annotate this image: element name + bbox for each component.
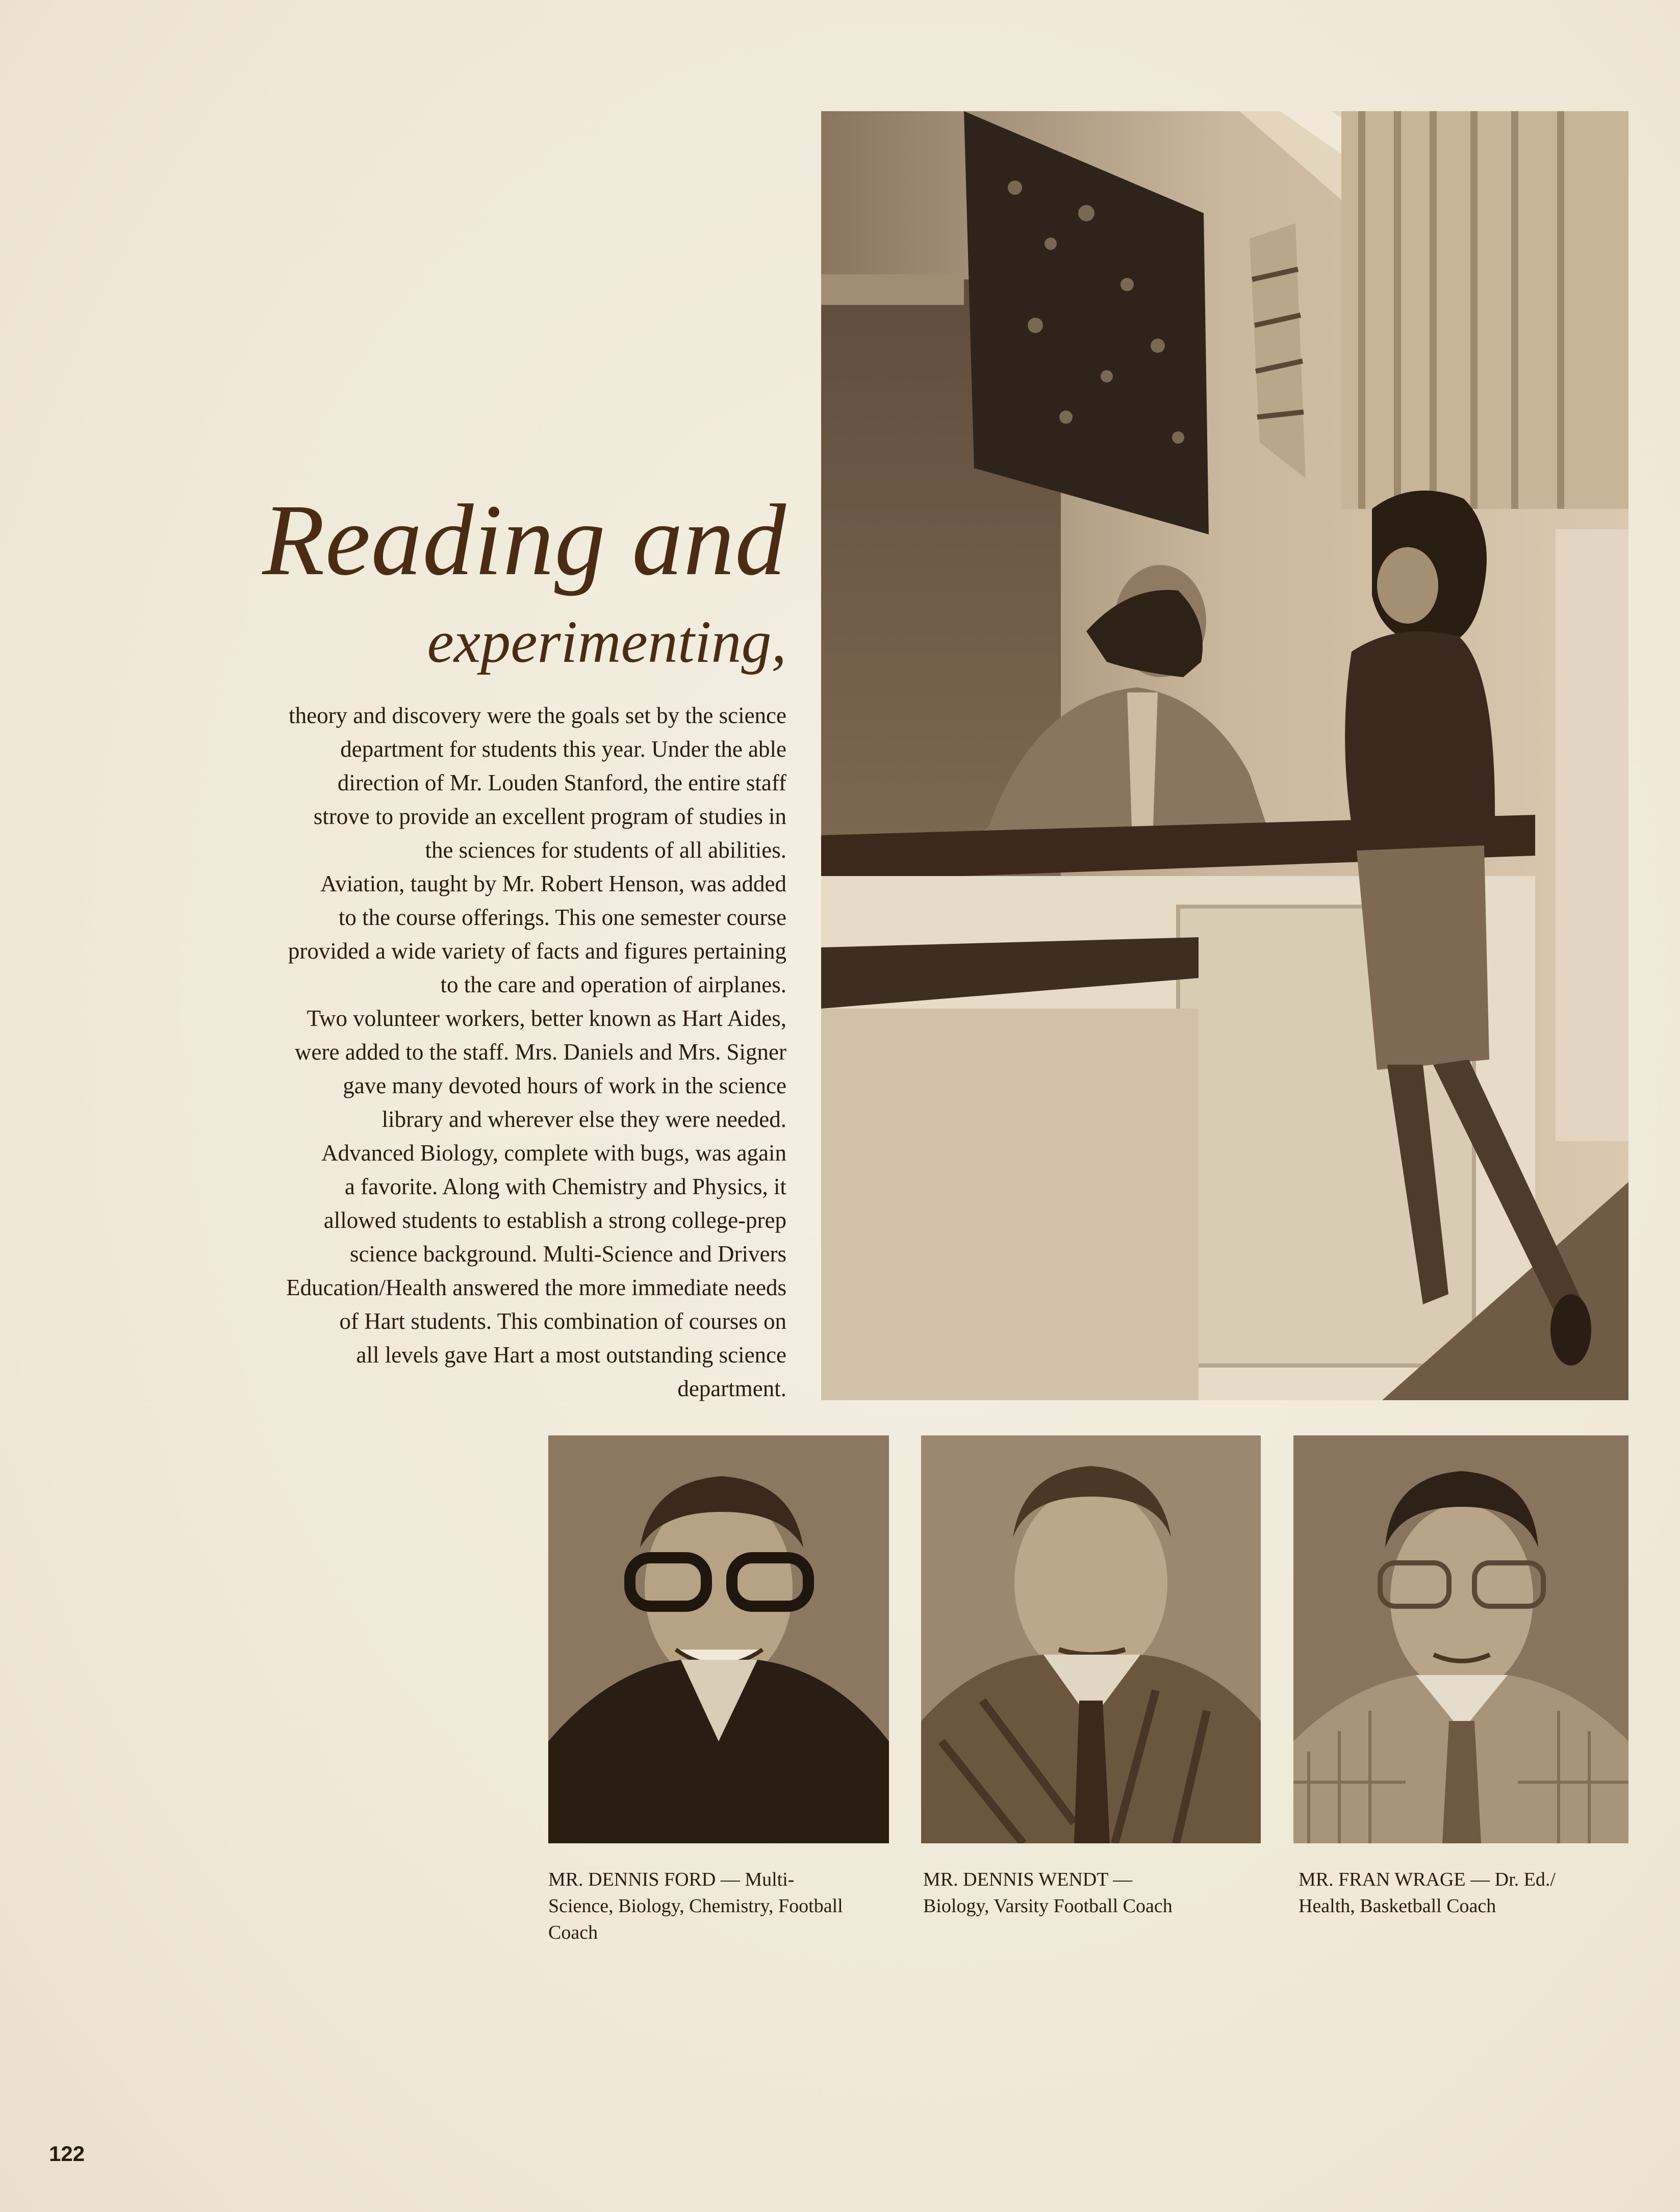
caption-line: Biology, Varsity Football Coach xyxy=(923,1895,1173,1917)
body-line: library and wherever else they were needed. xyxy=(381,1107,786,1132)
body-text xyxy=(72,699,786,1405)
body-line: were added to the staff. Mrs. Daniels and Mrs. Signer xyxy=(295,1039,786,1065)
headline-line-2: experimenting, xyxy=(427,608,786,675)
body-line: direction of Mr. Louden Stanford, the entire staff xyxy=(337,770,786,795)
caption-dennis-ford xyxy=(548,1866,890,1946)
body-line: strove to provide an excellent program of studies in xyxy=(313,804,786,829)
body-line: Aviation, taught by Mr. Robert Henson, was added xyxy=(320,871,786,896)
body-line: theory and discovery were the goals set by the science xyxy=(289,703,786,728)
portrait-image xyxy=(548,1435,889,1843)
portrait-image xyxy=(921,1435,1261,1843)
body-line: a favorite. Along with Chemistry and Physics, it xyxy=(344,1174,786,1199)
portrait-dennis-ford xyxy=(548,1435,889,1843)
portrait-image xyxy=(1293,1435,1628,1843)
body-line: allowed students to establish a strong college-prep xyxy=(323,1207,786,1233)
body-line: the sciences for students of all abilities. xyxy=(425,837,786,863)
caption-dennis-wendt xyxy=(923,1866,1260,1919)
caption-line: Health, Basketball Coach xyxy=(1299,1895,1496,1917)
body-line: of Hart students. This combination of courses on xyxy=(339,1308,786,1334)
body-line: gave many devoted hours of work in the science xyxy=(343,1073,786,1098)
headline xyxy=(262,484,786,675)
classroom-photo xyxy=(821,111,1628,1400)
caption-line: Science, Biology, Chemistry, Football xyxy=(548,1895,843,1917)
body-line: Advanced Biology, complete with bugs, was again xyxy=(321,1140,786,1166)
body-line: department for students this year. Under the able xyxy=(340,736,786,762)
page-number: 122 xyxy=(49,2142,85,2166)
caption-line: MR. DENNIS WENDT — xyxy=(923,1869,1133,1890)
body-line: science background. Multi-Science and Drivers xyxy=(350,1241,786,1267)
body-line: Two volunteer workers, better known as Hart Aides, xyxy=(307,1006,786,1031)
portrait-fran-wrage xyxy=(1293,1435,1628,1843)
caption-fran-wrage xyxy=(1299,1866,1630,1919)
body-line: all levels gave Hart a most outstanding science xyxy=(356,1342,786,1368)
headline-line-1: Reading and xyxy=(262,484,786,597)
caption-line: MR. DENNIS FORD — Multi- xyxy=(548,1869,795,1890)
caption-line: Coach xyxy=(548,1922,598,1943)
caption-line: MR. FRAN WRAGE — Dr. Ed./ xyxy=(1299,1869,1556,1890)
portrait-dennis-wendt xyxy=(921,1435,1261,1843)
body-line: Education/Health answered the more immediate needs xyxy=(286,1275,786,1300)
body-line: to the course offerings. This one semester course xyxy=(338,905,786,930)
body-line: to the care and operation of airplanes. xyxy=(440,972,786,997)
classroom-photo-image xyxy=(821,111,1628,1400)
body-line: department. xyxy=(677,1376,786,1401)
body-line: provided a wide variety of facts and figures pertaining xyxy=(288,938,786,964)
